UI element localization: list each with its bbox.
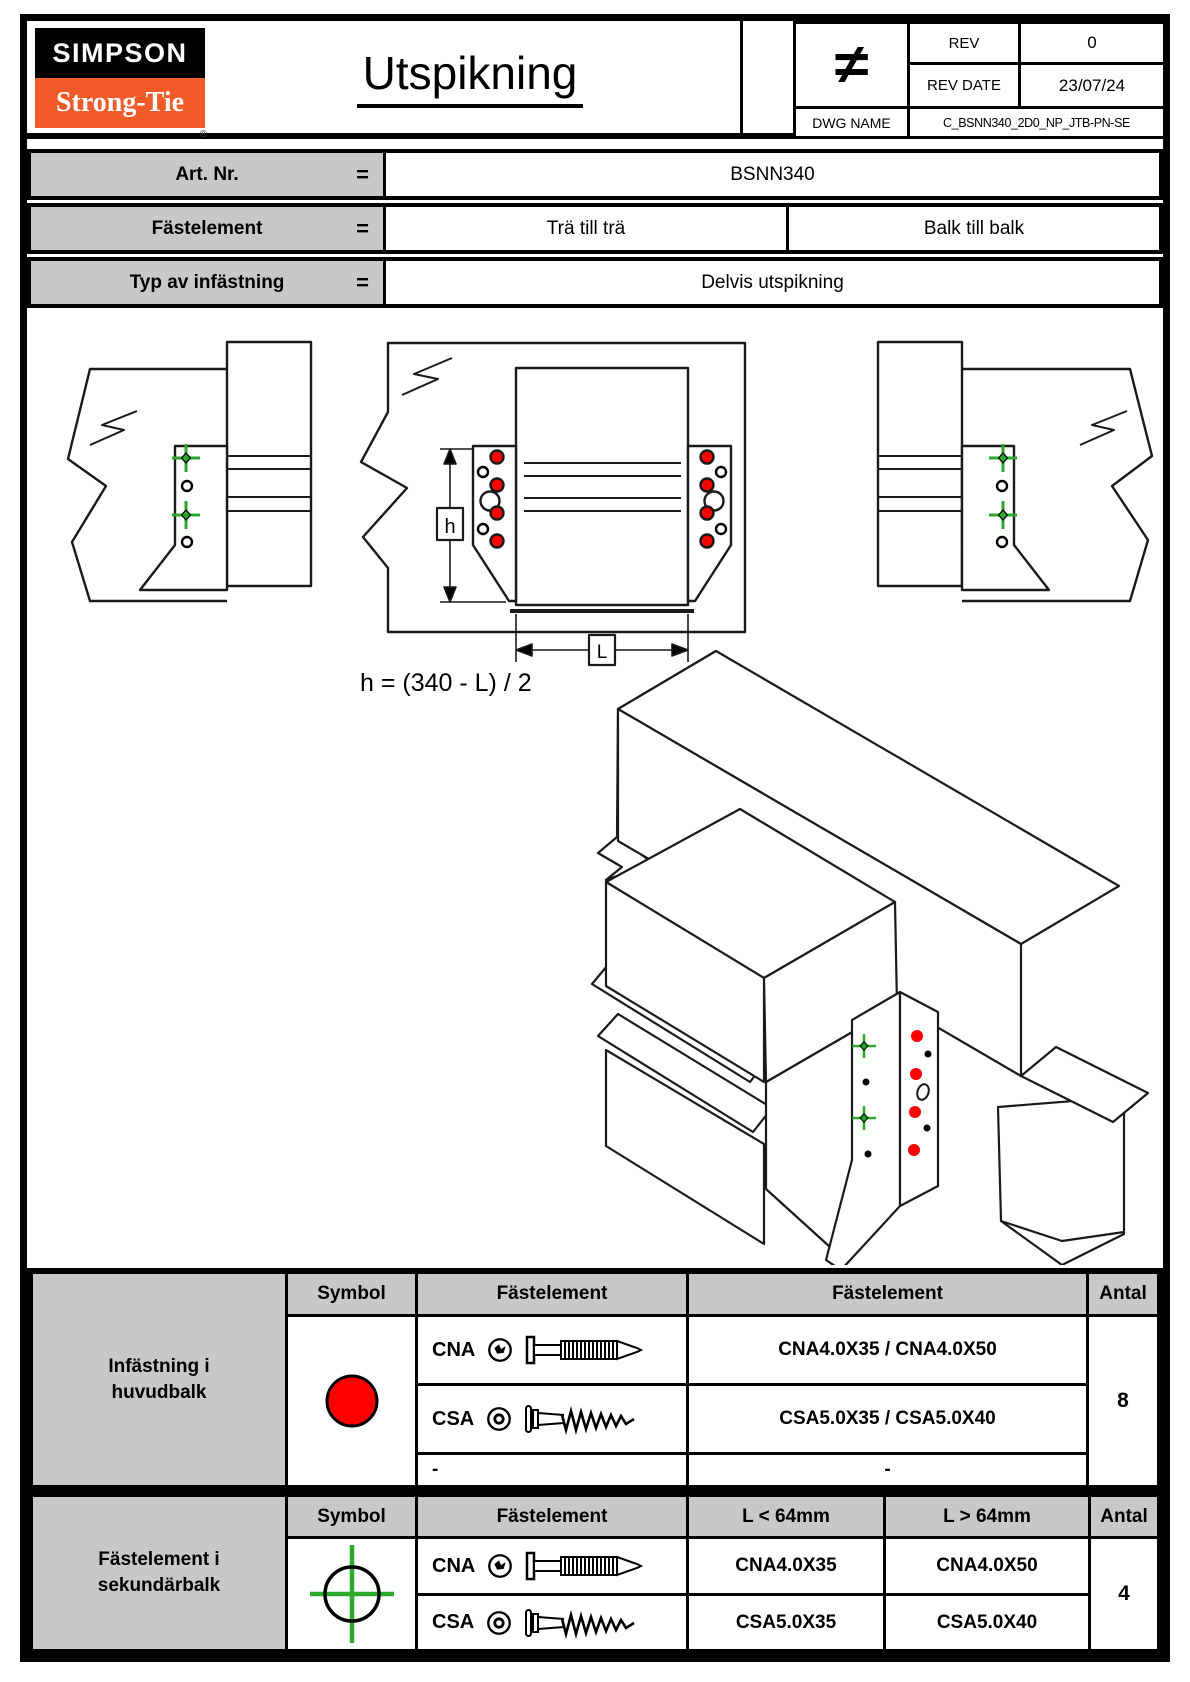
- t1-row-cna-name: CNA: [418, 1317, 686, 1383]
- rev-value: 0: [1018, 21, 1166, 65]
- t1-row-cna-value: CNA4.0X35 / CNA4.0X50: [689, 1317, 1086, 1383]
- fastelement-value-1: Trä till trä: [386, 207, 786, 250]
- dwg-name-value: C_BSNN340_2D0_NP_JTB-PN-SE: [907, 106, 1166, 139]
- t2-antal-value: 4: [1091, 1539, 1157, 1649]
- formula-text: h = (340 - L) / 2: [360, 669, 532, 697]
- equals-sign: =: [356, 161, 369, 187]
- csa-head-marker-icon: [485, 1405, 513, 1433]
- t2-cna-large: CNA4.0X50: [886, 1539, 1088, 1593]
- t1-header-fastelement-1: Fästelement: [418, 1274, 686, 1314]
- rev-date-label: REV DATE: [907, 62, 1021, 109]
- info-row-artnr: [27, 149, 1163, 200]
- not-equal-icon: ≠: [834, 33, 869, 96]
- t2-row-csa-name: CSA: [418, 1596, 686, 1649]
- csa-head-marker-icon: [485, 1609, 513, 1637]
- revision-block: [740, 21, 1163, 139]
- t2-cna-small: CNA4.0X35: [689, 1539, 883, 1593]
- fastelement-label-cell: [31, 207, 383, 250]
- cna-nail-icon: [525, 1334, 643, 1366]
- typ-label-cell: [31, 261, 383, 304]
- huvudbalk-label: Infästning i huvudbalk: [33, 1274, 285, 1485]
- typ-label: Typ av infästning: [129, 271, 285, 293]
- rev-label: REV: [907, 21, 1021, 65]
- csa-screw-icon: [524, 1402, 642, 1436]
- info-row-fastelement: [27, 203, 1163, 254]
- t2-header-l-large: L > 64mm: [886, 1497, 1088, 1536]
- info-row-typ: [27, 257, 1163, 308]
- page-frame: [20, 14, 1170, 1662]
- huvudbalk-table: [27, 1268, 1163, 1491]
- info-table: [27, 149, 1163, 311]
- t1-row-csa-value: CSA5.0X35 / CSA5.0X40: [689, 1386, 1086, 1452]
- t1-header-fastelement-2: Fästelement: [689, 1274, 1086, 1314]
- t1-header-symbol: Symbol: [288, 1274, 415, 1314]
- middle-view: [360, 343, 745, 697]
- not-equal-symbol-box: [793, 21, 910, 109]
- drawing-area: [27, 309, 1163, 1265]
- page-title: Utspikning: [357, 46, 584, 108]
- dim-L-label: L: [596, 642, 608, 663]
- logo-strongtie: Strong-Tie: [35, 78, 205, 128]
- dwg-name-label: DWG NAME: [793, 106, 910, 139]
- sekundarbalk-label: Fästelement i sekundärbalk: [33, 1497, 285, 1649]
- cna-nail-icon: [525, 1550, 643, 1582]
- red-dot-symbol-icon: [319, 1368, 385, 1434]
- t1-row-csa-name: CSA: [418, 1386, 686, 1452]
- equals-sign: =: [356, 215, 369, 241]
- left-view: [68, 342, 311, 601]
- t1-row-dash-value: -: [689, 1455, 1086, 1485]
- t2-csa-small: CSA5.0X35: [689, 1596, 883, 1649]
- t2-row-cna-name: CNA: [418, 1539, 686, 1593]
- artnr-label: Art. Nr.: [175, 163, 239, 185]
- header: [27, 21, 1163, 139]
- t2-csa-large: CSA5.0X40: [886, 1596, 1088, 1649]
- cna-head-marker-icon: [486, 1552, 514, 1580]
- artnr-label-cell: [31, 153, 383, 196]
- typ-value: Delvis utspikning: [386, 261, 1159, 304]
- logo-simpson: SIMPSON: [35, 28, 205, 78]
- isometric-view: [592, 651, 1148, 1265]
- dim-h-label: h: [444, 516, 456, 538]
- artnr-value: BSNN340: [386, 153, 1159, 196]
- registered-mark: ®: [199, 129, 207, 140]
- cna-head-marker-icon: [486, 1336, 514, 1364]
- rev-date-value: 23/07/24: [1018, 62, 1166, 109]
- t1-row-dash-name: -: [418, 1455, 686, 1485]
- t2-header-fastelement: Fästelement: [418, 1497, 686, 1536]
- t2-header-l-small: L < 64mm: [689, 1497, 883, 1536]
- t2-header-antal: Antal: [1091, 1497, 1157, 1536]
- fastelement-value-2: Balk till balk: [789, 207, 1159, 250]
- sekundarbalk-symbol-cell: [288, 1539, 415, 1649]
- t1-header-antal: Antal: [1089, 1274, 1157, 1314]
- crosshair-symbol-icon: [304, 1542, 400, 1646]
- t1-antal-value: 8: [1089, 1317, 1157, 1485]
- fastelement-label: Fästelement: [151, 217, 263, 239]
- simpson-strongtie-logo: [35, 28, 207, 140]
- right-view: [878, 342, 1152, 601]
- csa-screw-icon: [524, 1606, 642, 1640]
- equals-sign: =: [356, 269, 369, 295]
- sekundarbalk-table: [27, 1491, 1163, 1655]
- t2-header-symbol: Symbol: [288, 1497, 415, 1536]
- huvudbalk-symbol-cell: [288, 1317, 415, 1485]
- technical-drawing: [27, 309, 1163, 1265]
